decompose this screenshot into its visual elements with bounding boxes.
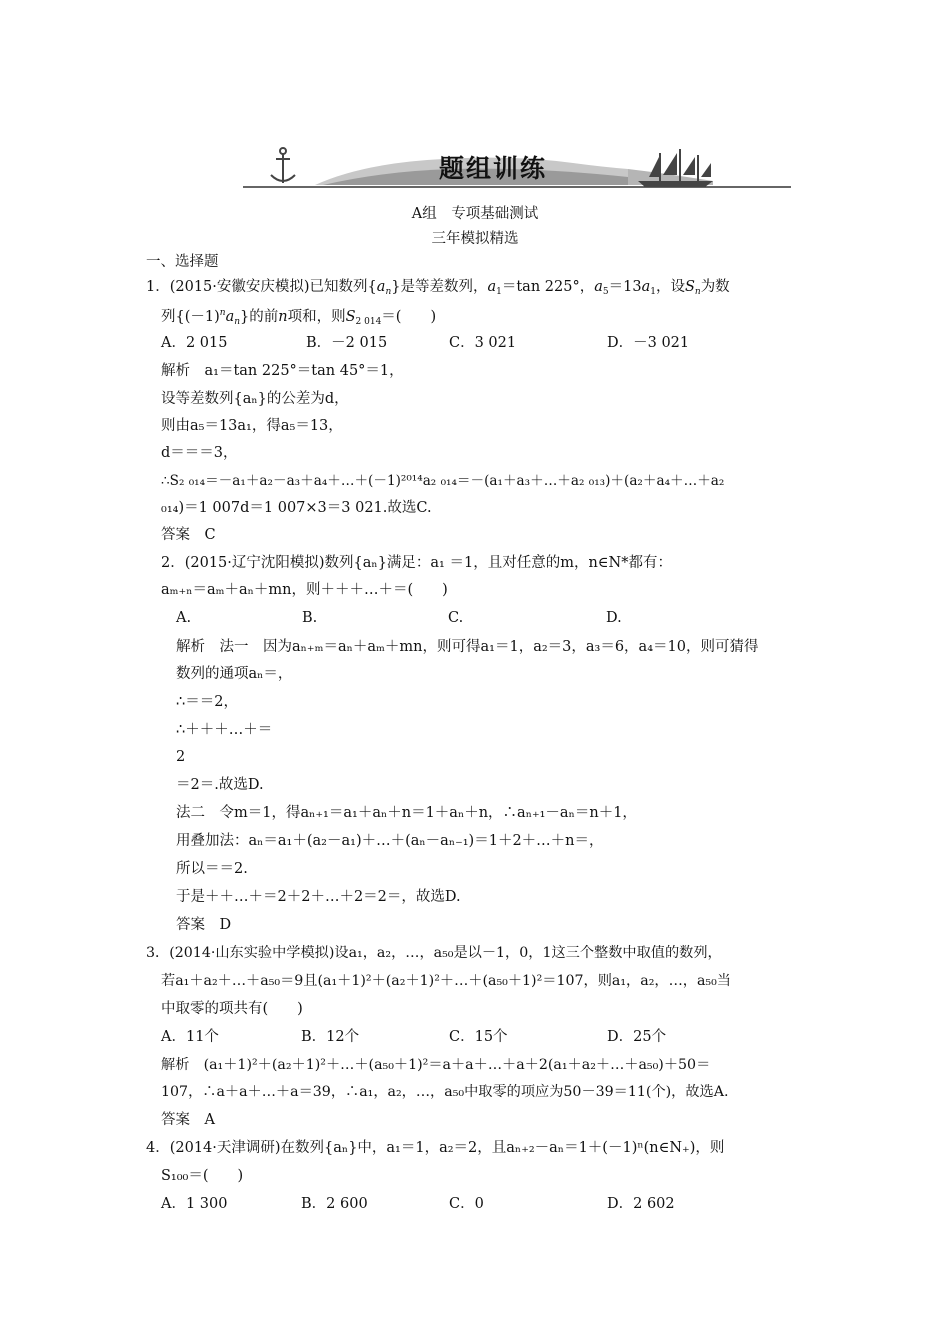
q2-solution-line: 所以＝＝2.	[176, 861, 248, 877]
q1-stem-line2: 列$\{(-1)^na_n\}$的前n项和，则$S_{2 014}=$( )	[161, 308, 437, 327]
option-d: D.	[606, 610, 622, 626]
option-c: C．15个	[449, 1029, 508, 1045]
option-a: A．1 300	[161, 1196, 228, 1212]
option-d: D．－3 021	[607, 335, 690, 351]
option-b: B.	[302, 610, 318, 626]
q2-solution-line: ∴＋＋＋…＋＝	[176, 722, 273, 738]
option-b: B．2 600	[301, 1196, 368, 1212]
group-title: A组 专项基础测试	[411, 206, 539, 222]
q1-solution-line: d＝＝＝3，	[161, 445, 238, 461]
q3-stem-line2: 若a₁＋a₂＋…＋a₅₀＝9且(a₁＋1)²＋(a₂＋1)²＋…＋(a₅₀＋1)²＝107，则a₁，a₂，…，a₅₀当	[161, 973, 731, 989]
q1-solution-line: 解析 a₁＝tan 225°＝tan 45°＝1，	[161, 363, 404, 379]
banner-title: 题组训练	[438, 154, 547, 183]
q3-stem-line3: 中取零的项共有( )	[161, 1001, 303, 1017]
q1-stem-line1: 1．(2015·安徽安庆模拟)已知数列$\{a_n\}$是等差数列，$a_1=\tan$ 225°，$a_5=13a_1$，设$S_n$为数	[146, 279, 730, 297]
option-d: D．2 602	[607, 1196, 675, 1212]
q2-solution-line: 用叠加法：aₙ＝a₁＋(a₂－a₁)＋…＋(aₙ－aₙ₋₁)＝1＋2＋…＋n＝，	[176, 833, 604, 849]
option-a: A.	[176, 610, 192, 626]
q2-stem-line1: 2．(2015·辽宁沈阳模拟)数列{aₙ}满足：a₁ ＝1，且对任意的m，n∈N*都有：	[161, 555, 672, 571]
q2-solution-line: ∴＝＝2，	[176, 694, 238, 710]
q4-stem-line1: 4．(2014·天津调研)在数列{aₙ}中，a₁＝1，a₂＝2，且aₙ₊₂－aₙ＝1＋(－1)ⁿ(n∈N₊)，则	[146, 1140, 725, 1156]
option-b: B．12个	[301, 1029, 360, 1045]
option-a: A．11个	[161, 1029, 219, 1045]
ship-icon	[638, 149, 713, 187]
q2-solution-line: 解析 法一 因为aₙ₊ₘ＝aₙ＋aₘ＋mn，则可得a₁＝1，a₂＝3，a₃＝6，a₄＝10，则可猜得	[176, 639, 759, 655]
option-d: D．25个	[607, 1029, 667, 1045]
q2-solution-line: 数列的通项aₙ＝，	[176, 666, 293, 682]
q3-answer: 答案 A	[161, 1112, 215, 1128]
q1-solution-line: ₀₁₄)＝1 007d＝1 007×3＝3 021.故选C.	[161, 500, 432, 516]
option-c: C．3 021	[449, 335, 517, 351]
option-c: C．0	[449, 1196, 484, 1212]
anchor-icon	[271, 148, 295, 183]
option-a: A．2 015	[161, 335, 228, 351]
q2-solution-line: 2	[176, 749, 186, 765]
q2-solution-line: 于是＋＋…＋＝2＋2＋…＋2＝2＝，故选D.	[176, 889, 461, 905]
q1-solution-line: ∴S₂ ₀₁₄＝－a₁＋a₂－a₃＋a₄＋…＋(－1)²⁰¹⁴a₂ ₀₁₄＝－(a₁＋a₃＋…＋a₂ ₀₁₃)＋(a₂＋a₄＋…＋a₂	[161, 473, 725, 489]
q2-answer: 答案 D	[176, 917, 232, 933]
section-title: 一、选择题	[146, 254, 219, 270]
option-c: C.	[448, 610, 464, 626]
section-banner	[243, 145, 791, 191]
q3-solution-line: 解析 (a₁＋1)²＋(a₂＋1)²＋…＋(a₅₀＋1)²＝a＋a＋…＋a＋2(a₁＋a₂＋…＋a₅₀)＋50＝	[161, 1057, 711, 1073]
option-b: B．－2 015	[306, 335, 388, 351]
q2-solution-line: ＝2＝.故选D.	[176, 777, 264, 793]
q3-solution-line: 107，∴a＋a＋…＋a＝39，∴a₁，a₂，…，a₅₀中取零的项应为50－39＝11(个)，故选A.	[161, 1084, 729, 1100]
page-subtitle: 三年模拟精选	[431, 231, 519, 247]
q2-stem-line2: aₘ₊ₙ＝aₘ＋aₙ＋mn，则＋＋＋…＋＝( )	[161, 582, 448, 598]
q2-solution-line: 法二 令m＝1，得aₙ₊₁＝a₁＋aₙ＋n＝1＋aₙ＋n，∴aₙ₊₁－aₙ＝n＋1，	[176, 805, 637, 821]
q1-solution-line: 则由a₅＝13a₁，得a₅＝13，	[161, 418, 343, 434]
q1-solution-line: 设等差数列{aₙ}的公差为d，	[161, 391, 349, 407]
q4-stem-line2: S₁₀₀＝( )	[161, 1168, 244, 1184]
q1-answer: 答案 C	[161, 527, 216, 543]
q3-stem-line1: 3．(2014·山东实验中学模拟)设a₁，a₂，…，a₅₀是以－1，0，1这三个整数中取值的数列，	[146, 945, 722, 961]
